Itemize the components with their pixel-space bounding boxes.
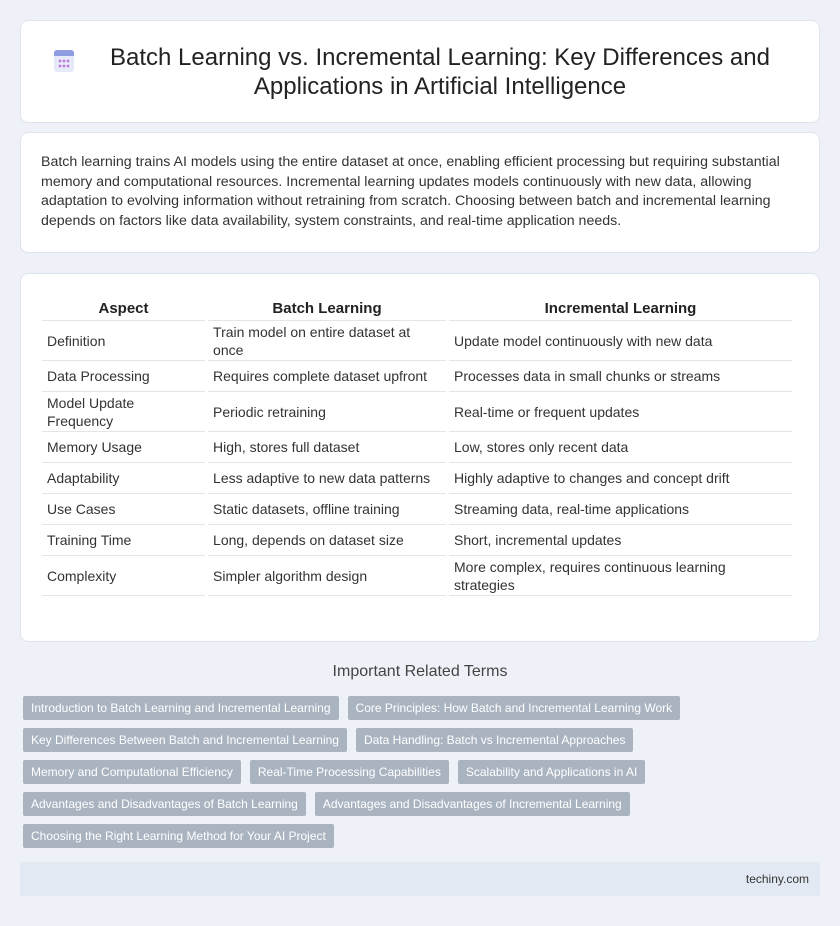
related-terms-list xyxy=(23,696,823,856)
tag-row xyxy=(23,792,823,816)
site-name[interactable]: techiny.com xyxy=(745,872,809,886)
summary-card xyxy=(20,132,820,253)
related-term-link[interactable]: Real-Time Processing Capabilities xyxy=(250,760,449,784)
table-cell: Complexity xyxy=(42,556,205,596)
table-row xyxy=(42,525,792,556)
table-cell: Real-time or frequent updates xyxy=(449,392,792,432)
table-cell: High, stores full dataset xyxy=(208,432,446,463)
table-cell: Static datasets, offline training xyxy=(208,494,446,525)
table-cell: More complex, requires continuous learning strategies xyxy=(449,556,792,596)
header-aspect: Aspect xyxy=(42,293,205,321)
related-term-link[interactable]: Scalability and Applications in AI xyxy=(458,760,645,784)
table-cell: Data Processing xyxy=(42,361,205,392)
table-row xyxy=(42,556,792,596)
table-cell: Train model on entire dataset at once xyxy=(208,321,446,361)
comparison-table xyxy=(39,293,795,596)
table-cell: Short, incremental updates xyxy=(449,525,792,556)
comparison-card xyxy=(20,273,820,642)
table-row xyxy=(42,321,792,361)
header-incremental: Incremental Learning xyxy=(449,293,792,321)
table-row xyxy=(42,463,792,494)
related-term-link[interactable]: Memory and Computational Efficiency xyxy=(23,760,241,784)
table-cell: Adaptability xyxy=(42,463,205,494)
table-cell: Periodic retraining xyxy=(208,392,446,432)
table-cell: Streaming data, real-time applications xyxy=(449,494,792,525)
table-cell: Simpler algorithm design xyxy=(208,556,446,596)
table-cell: Long, depends on dataset size xyxy=(208,525,446,556)
table-cell: Model Update Frequency xyxy=(42,392,205,432)
table-row xyxy=(42,494,792,525)
tag-row xyxy=(23,824,823,848)
table-cell: Processes data in small chunks or streams xyxy=(449,361,792,392)
tag-row xyxy=(23,760,823,784)
related-term-link[interactable]: Introduction to Batch Learning and Incremental Learning xyxy=(23,696,339,720)
related-term-link[interactable]: Data Handling: Batch vs Incremental Approaches xyxy=(356,728,633,752)
summary-text: Batch learning trains AI models using the entire dataset at once, enabling efficient processing but requiring substantial memory and computational resources. Incremental learning updates models continuously with new data, allowing adaptation to evolving information without retraining from scratch. Choosing between batch and incremental learning depends on factors like data availability, system constraints, and real-time application needs. xyxy=(41,154,780,229)
related-term-link[interactable]: Advantages and Disadvantages of Incremental Learning xyxy=(315,792,630,816)
table-row xyxy=(42,392,792,432)
table-header-row xyxy=(42,293,792,321)
table-cell: Less adaptive to new data patterns xyxy=(208,463,446,494)
related-term-link[interactable]: Advantages and Disadvantages of Batch Learning xyxy=(23,792,306,816)
related-term-link[interactable]: Key Differences Between Batch and Incremental Learning xyxy=(23,728,347,752)
table-cell: Use Cases xyxy=(42,494,205,525)
table-cell: Definition xyxy=(42,321,205,361)
document-icon xyxy=(51,48,77,74)
footer xyxy=(20,862,820,896)
table-cell: Training Time xyxy=(42,525,205,556)
table-cell: Memory Usage xyxy=(42,432,205,463)
header-batch: Batch Learning xyxy=(208,293,446,321)
related-term-link[interactable]: Choosing the Right Learning Method for Your AI Project xyxy=(23,824,334,848)
table-row xyxy=(42,432,792,463)
related-terms-title: Important Related Terms xyxy=(332,663,508,680)
title-card xyxy=(20,20,820,123)
tag-row xyxy=(23,696,823,720)
table-cell: Low, stores only recent data xyxy=(449,432,792,463)
page-title: Batch Learning vs. Incremental Learning: Key Differences and Applications in Artificial Intelligence xyxy=(110,43,770,100)
related-term-link[interactable]: Core Principles: How Batch and Incremental Learning Work xyxy=(348,696,681,720)
table-row xyxy=(42,361,792,392)
tag-row xyxy=(23,728,823,752)
table-cell: Highly adaptive to changes and concept drift xyxy=(449,463,792,494)
table-cell: Update model continuously with new data xyxy=(449,321,792,361)
table-cell: Requires complete dataset upfront xyxy=(208,361,446,392)
